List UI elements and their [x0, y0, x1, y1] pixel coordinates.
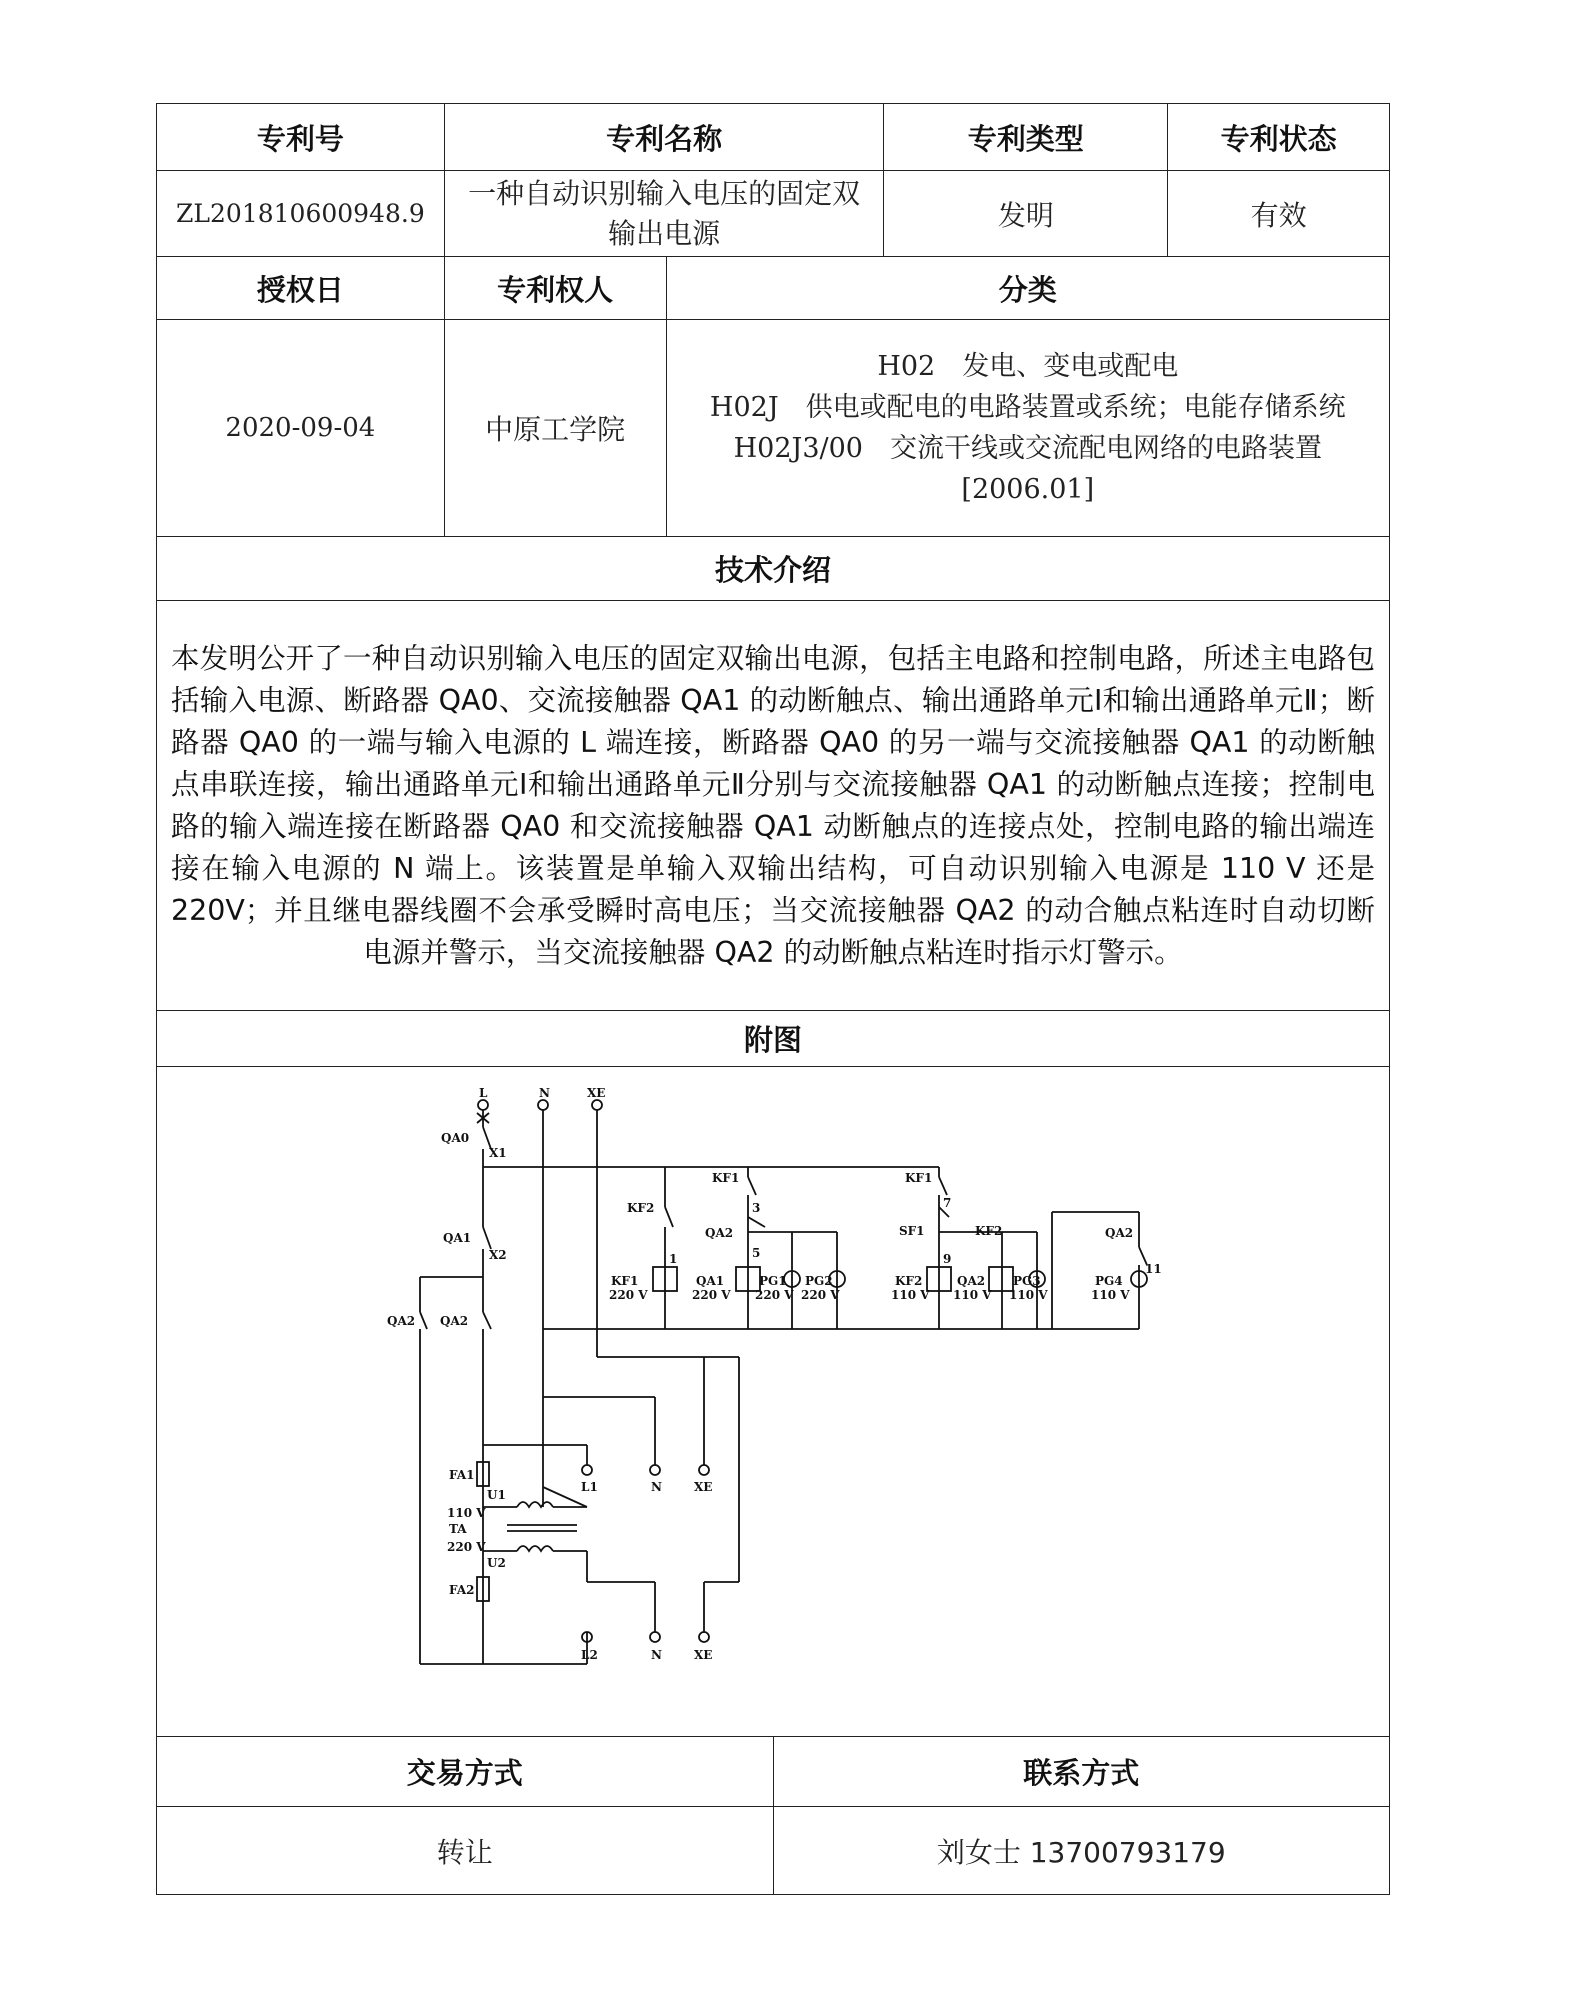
label-N: N — [539, 1086, 550, 1100]
label-QA2a: QA2 — [387, 1314, 416, 1328]
tech-intro-header-row — [156, 536, 1390, 600]
label-v110e: 110 V — [447, 1506, 486, 1520]
trade-method-label: 交易方式 — [157, 1737, 774, 1806]
tech-intro-label: 技术介绍 — [157, 537, 1390, 600]
label-L2: L2 — [581, 1648, 598, 1662]
label-n11: 11 — [1145, 1262, 1162, 1276]
holder-label: 专利权人 — [445, 257, 667, 319]
label-QA1: QA1 — [443, 1231, 472, 1245]
grant-date-label: 授权日 — [157, 257, 445, 319]
label-v110d: 110 V — [1091, 1288, 1130, 1302]
label-v220d: 220 V — [801, 1288, 840, 1302]
trade-method: 转让 — [157, 1807, 774, 1894]
figure-cell — [157, 1067, 1390, 1736]
label-KF2a: KF2 — [627, 1201, 655, 1215]
label-QA0: QA0 — [441, 1131, 470, 1145]
terminal-L — [478, 1100, 488, 1110]
trade-info-row — [156, 1806, 1390, 1895]
label-XE2: XE — [694, 1648, 713, 1662]
label-v110b: 110 V — [953, 1288, 992, 1302]
label-QA2d: QA2 — [1105, 1226, 1134, 1240]
label-QA2b: QA2 — [440, 1314, 469, 1328]
circuit-wires — [420, 1100, 1147, 1664]
terminal-N1 — [650, 1465, 660, 1475]
header-row-2 — [156, 256, 1390, 319]
grant-date: 2020-09-04 — [157, 320, 445, 536]
terminal-XE1 — [699, 1465, 709, 1475]
contact-info: 刘女士 13700793179 — [774, 1807, 1391, 1894]
classification-label: 分类 — [667, 257, 1390, 319]
patent-name-label: 专利名称 — [445, 104, 885, 170]
label-n9: 9 — [943, 1252, 952, 1266]
label-v220b: 220 V — [692, 1288, 731, 1302]
label-QA2e: QA2 — [957, 1274, 986, 1288]
label-PG2: PG2 — [805, 1274, 833, 1288]
label-TA: TA — [449, 1522, 467, 1536]
label-X2: X2 — [489, 1248, 507, 1262]
label-v220a: 220 V — [609, 1288, 648, 1302]
grant-info-row — [156, 319, 1390, 536]
terminal-XE — [592, 1100, 602, 1110]
label-SF1: SF1 — [899, 1224, 925, 1238]
label-KF1b: KF1 — [905, 1171, 933, 1185]
tech-intro-row — [156, 600, 1390, 1010]
label-N1: N — [651, 1480, 662, 1494]
label-KF1c: KF1 — [611, 1274, 639, 1288]
label-v110a: 110 V — [891, 1288, 930, 1302]
label-n7: 7 — [943, 1196, 952, 1210]
patent-number: ZL201810600948.9 — [157, 171, 445, 256]
patent-info-row — [156, 170, 1390, 256]
label-L: L — [479, 1086, 488, 1100]
label-FA1: FA1 — [449, 1468, 475, 1482]
contact-label: 联系方式 — [774, 1737, 1391, 1806]
classification-item: H02 发电、变电或配电 — [877, 351, 1179, 382]
patent-table — [156, 103, 1390, 1895]
header-row — [156, 103, 1390, 170]
trade-header-row — [156, 1736, 1390, 1806]
label-KF2c: KF2 — [895, 1274, 923, 1288]
patent-type: 发明 — [884, 171, 1168, 256]
label-n1: 1 — [669, 1252, 678, 1266]
label-QA1b: QA1 — [696, 1274, 725, 1288]
label-KF1a: KF1 — [712, 1171, 740, 1185]
label-v220e: 220 V — [447, 1540, 486, 1554]
label-n3: 3 — [752, 1201, 761, 1215]
terminal-N — [538, 1100, 548, 1110]
circuit-labels — [387, 1086, 1162, 1662]
label-PG4: PG4 — [1095, 1274, 1123, 1288]
patent-holder: 中原工学院 — [445, 320, 667, 536]
patent-status-label: 专利状态 — [1168, 104, 1390, 170]
label-v110c: 110 V — [1009, 1288, 1048, 1302]
label-U1: U1 — [487, 1488, 506, 1502]
tech-intro-text: 本发明公开了一种自动识别输入电压的固定双输出电源，包括主电路和控制电路，所述主电路包括输入电源、断路器 QA0、交流接触器 QA1 的动断触点、输出通路单元Ⅰ和输出通路单元Ⅱ；断路器 QA0 的一端与输入电源的 L 端连接，断路器 QA0 的另一端与交流接触器 QA1 的动断触点串联连接，输出通路单元Ⅰ和输出通路单元Ⅱ分别与交流接触器 QA1 的动断触点连接；控制电路的输入端连接在断路器 QA0 和交流接触器 QA1 动断触点的连接点处，控制电路的输出端连接在输入电源的 N 端上。该装置是单输入双输出结构，可自动识别输入电源是 110 V 还是 220V；并且继电器线圈不会承受瞬时高电压；当交流接触器 QA2 的动合触点粘连时自动切断电源并警示，当交流接触器 QA2 的动断触点粘连时指示灯警示。 — [157, 601, 1390, 1010]
patent-no-label: 专利号 — [157, 104, 445, 170]
figure-label: 附图 — [157, 1011, 1390, 1066]
label-FA2: FA2 — [449, 1583, 475, 1597]
label-N2: N — [651, 1648, 662, 1662]
label-PG3: PG3 — [1013, 1274, 1041, 1288]
patent-name: 一种自动识别输入电压的固定双输出电源 — [445, 171, 885, 256]
terminal-L1 — [582, 1465, 592, 1475]
label-X1: X1 — [489, 1146, 507, 1160]
figure-header-row — [156, 1010, 1390, 1066]
label-XE: XE — [587, 1086, 606, 1100]
label-U2: U2 — [487, 1556, 506, 1570]
figure-row — [156, 1066, 1390, 1736]
label-n5: 5 — [752, 1246, 761, 1260]
patent-status: 有效 — [1168, 171, 1390, 256]
terminal-XE2 — [699, 1632, 709, 1642]
label-v220c: 220 V — [755, 1288, 794, 1302]
label-L1: L1 — [581, 1480, 598, 1494]
classification-list — [667, 320, 1390, 536]
patent-type-label: 专利类型 — [884, 104, 1168, 170]
label-KF2b: KF2 — [975, 1224, 1003, 1238]
circuit-diagram — [157, 1067, 1389, 1735]
label-QA2c: QA2 — [705, 1226, 734, 1240]
classification-item: H02J3/00 交流干线或交流配电网络的电路装置[2006.01] — [733, 433, 1322, 505]
classification-item: H02J 供电或配电的电路装置或系统；电能存储系统 — [709, 392, 1346, 423]
terminal-N2 — [650, 1632, 660, 1642]
label-XE1: XE — [694, 1480, 713, 1494]
label-PG1: PG1 — [759, 1274, 787, 1288]
